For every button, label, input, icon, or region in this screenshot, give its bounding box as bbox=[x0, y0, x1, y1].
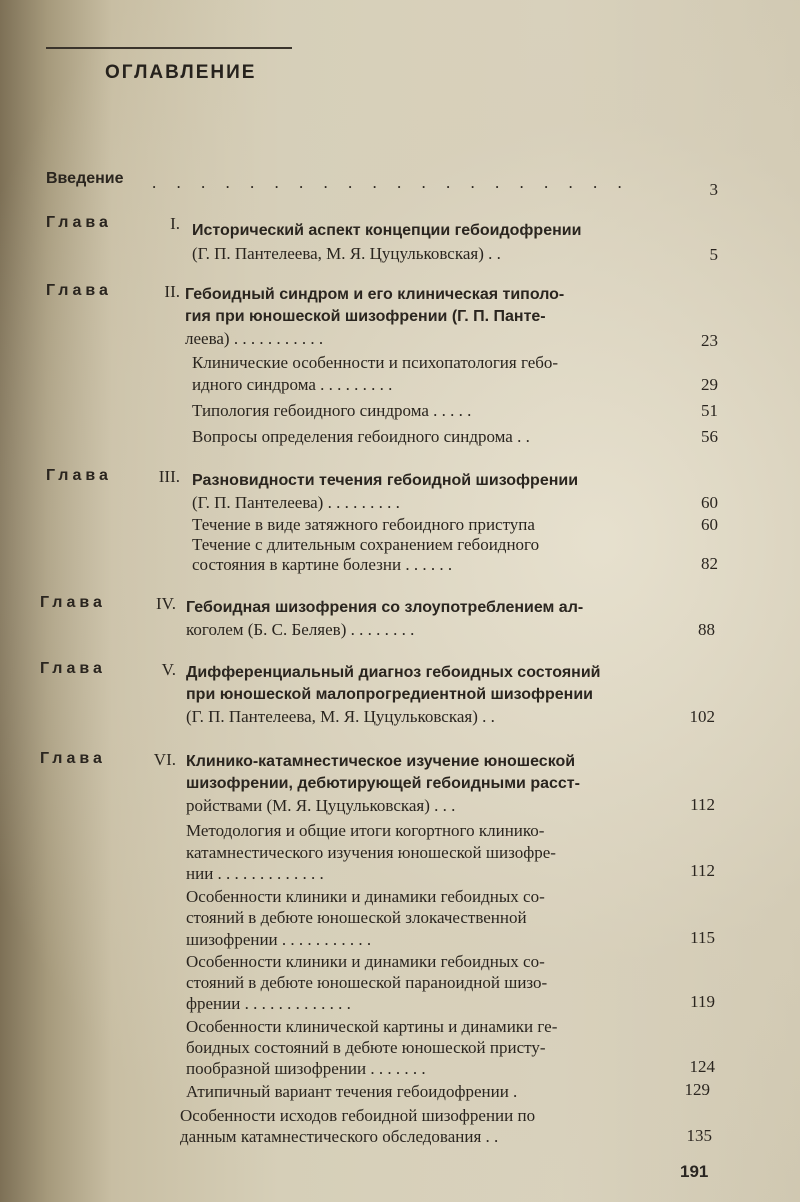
chapter-page: 112 bbox=[690, 795, 715, 814]
section-line: Особенности исходов гебоидной шизофрении по bbox=[180, 1106, 536, 1125]
section-line: стояний в дебюте юношеской параноидной шизо- bbox=[186, 973, 548, 992]
section-line: Особенности клиники и динамики гебоидных со- bbox=[186, 887, 545, 906]
chapter-title-line: ройствами (М. Я. Цуцульковская) . . . bbox=[186, 796, 456, 815]
intro-title: Введение bbox=[46, 170, 124, 187]
chapter-title-line: Клинико-катамнестическое изучение юношеской bbox=[186, 753, 576, 770]
section-line: Атипичный вариант течения гебоидофрении . bbox=[186, 1082, 518, 1101]
section-line: шизофрении . . . . . . . . . . . bbox=[186, 930, 372, 949]
section-line: стояний в дебюте юношеской злокачественной bbox=[186, 908, 527, 927]
chapter-title-line: (Г. П. Пантелеева) . . . . . . . . . bbox=[192, 493, 400, 512]
section-page: 56 bbox=[701, 427, 718, 446]
section-page: 112 bbox=[690, 861, 715, 880]
chapter-page: 60 bbox=[701, 493, 718, 512]
section-line: Типология гебоидного синдрома . . . . . bbox=[192, 401, 472, 420]
section-line: боидных состояний в дебюте юношеской присту- bbox=[186, 1038, 546, 1057]
chapter-title-line: (Г. П. Пантелеева, М. Я. Цуцульковская) . . bbox=[186, 707, 495, 726]
section-line: Течение с длительным сохранением гебоидного bbox=[192, 535, 540, 554]
page-heading: ОГЛАВЛЕНИЕ bbox=[105, 62, 257, 83]
chapter-label: Глава bbox=[40, 750, 106, 767]
section-line: френии . . . . . . . . . . . . . bbox=[186, 994, 351, 1013]
chapter-page: 23 bbox=[701, 331, 718, 350]
section-line: катамнестического изучения юношеской шизофре- bbox=[186, 843, 556, 862]
chapter-title-line: (Г. П. Пантелеева, М. Я. Цуцульковская) . . bbox=[192, 244, 501, 263]
section-line: нии . . . . . . . . . . . . . bbox=[186, 864, 324, 883]
chapter-title-line: Разновидности течения гебоидной шизофрении bbox=[192, 472, 579, 489]
section-line: Особенности клиники и динамики гебоидных со- bbox=[186, 952, 545, 971]
section-line: Клинические особенности и психопатология гебо- bbox=[192, 353, 559, 372]
section-page: 51 bbox=[701, 401, 718, 420]
section-line: Особенности клинической картины и динамики ге- bbox=[186, 1017, 558, 1036]
section-page: 135 bbox=[686, 1126, 712, 1145]
chapter-title-line: при юношеской малопрогредиентной шизофрении bbox=[186, 686, 594, 703]
section-page: 29 bbox=[701, 375, 718, 394]
chapter-label: Глава bbox=[46, 214, 112, 231]
chapter-numeral: III. bbox=[158, 467, 180, 486]
chapter-title-line: Гебоидная шизофрения со злоупотреблением ал- bbox=[186, 599, 584, 616]
chapter-page: 88 bbox=[698, 620, 715, 639]
section-page: 82 bbox=[701, 554, 718, 573]
section-line: Методология и общие итоги когортного клинико- bbox=[186, 821, 545, 840]
chapter-title-line: Исторический аспект концепции гебоидофрении bbox=[192, 222, 582, 239]
top-rule bbox=[46, 47, 292, 49]
chapter-label: Глава bbox=[46, 282, 112, 299]
section-line: данным катамнестического обследования . . bbox=[180, 1127, 499, 1146]
chapter-title-line: шизофрении, дебютирующей гебоидными расст- bbox=[186, 775, 580, 792]
chapter-title-line: леева) . . . . . . . . . . . bbox=[185, 329, 324, 348]
section-line: пообразной шизофрении . . . . . . . bbox=[186, 1059, 426, 1078]
section-page: 124 bbox=[689, 1057, 715, 1076]
chapter-title-line: Гебоидный синдром и его клиническая типоло- bbox=[185, 286, 565, 303]
chapter-label: Глава bbox=[46, 467, 112, 484]
section-line: идного синдрома . . . . . . . . . bbox=[192, 375, 393, 394]
section-line: Вопросы определения гебоидного синдрома . . bbox=[192, 427, 530, 446]
section-page: 60 bbox=[701, 515, 718, 534]
section-page: 115 bbox=[690, 928, 715, 947]
chapter-numeral: II. bbox=[164, 282, 180, 301]
chapter-numeral: I. bbox=[170, 214, 180, 233]
section-page: 119 bbox=[690, 992, 715, 1011]
intro-leader: . . . . . . . . . . . . . . . . . . . . bbox=[152, 173, 630, 192]
chapter-title-line: гия при юношеской шизофрении (Г. П. Панте- bbox=[185, 308, 546, 325]
chapter-numeral: IV. bbox=[156, 594, 176, 613]
chapter-title-line: Дифференциальный диагноз гебоидных состояний bbox=[186, 664, 601, 681]
section-line: состояния в картине болезни . . . . . . bbox=[192, 555, 453, 574]
chapter-page: 5 bbox=[709, 245, 718, 264]
chapter-title-line: коголем (Б. С. Беляев) . . . . . . . . bbox=[186, 620, 415, 639]
page-number: 191 bbox=[680, 1162, 709, 1181]
section-line: Течение в виде затяжного гебоидного приступа bbox=[192, 515, 535, 534]
section-page: 129 bbox=[684, 1080, 710, 1099]
chapter-label: Глава bbox=[40, 660, 106, 677]
chapter-numeral: V. bbox=[161, 660, 176, 679]
chapter-page: 102 bbox=[689, 707, 715, 726]
chapter-numeral: VI. bbox=[153, 750, 176, 769]
chapter-label: Глава bbox=[40, 594, 106, 611]
intro-page: 3 bbox=[709, 180, 718, 199]
